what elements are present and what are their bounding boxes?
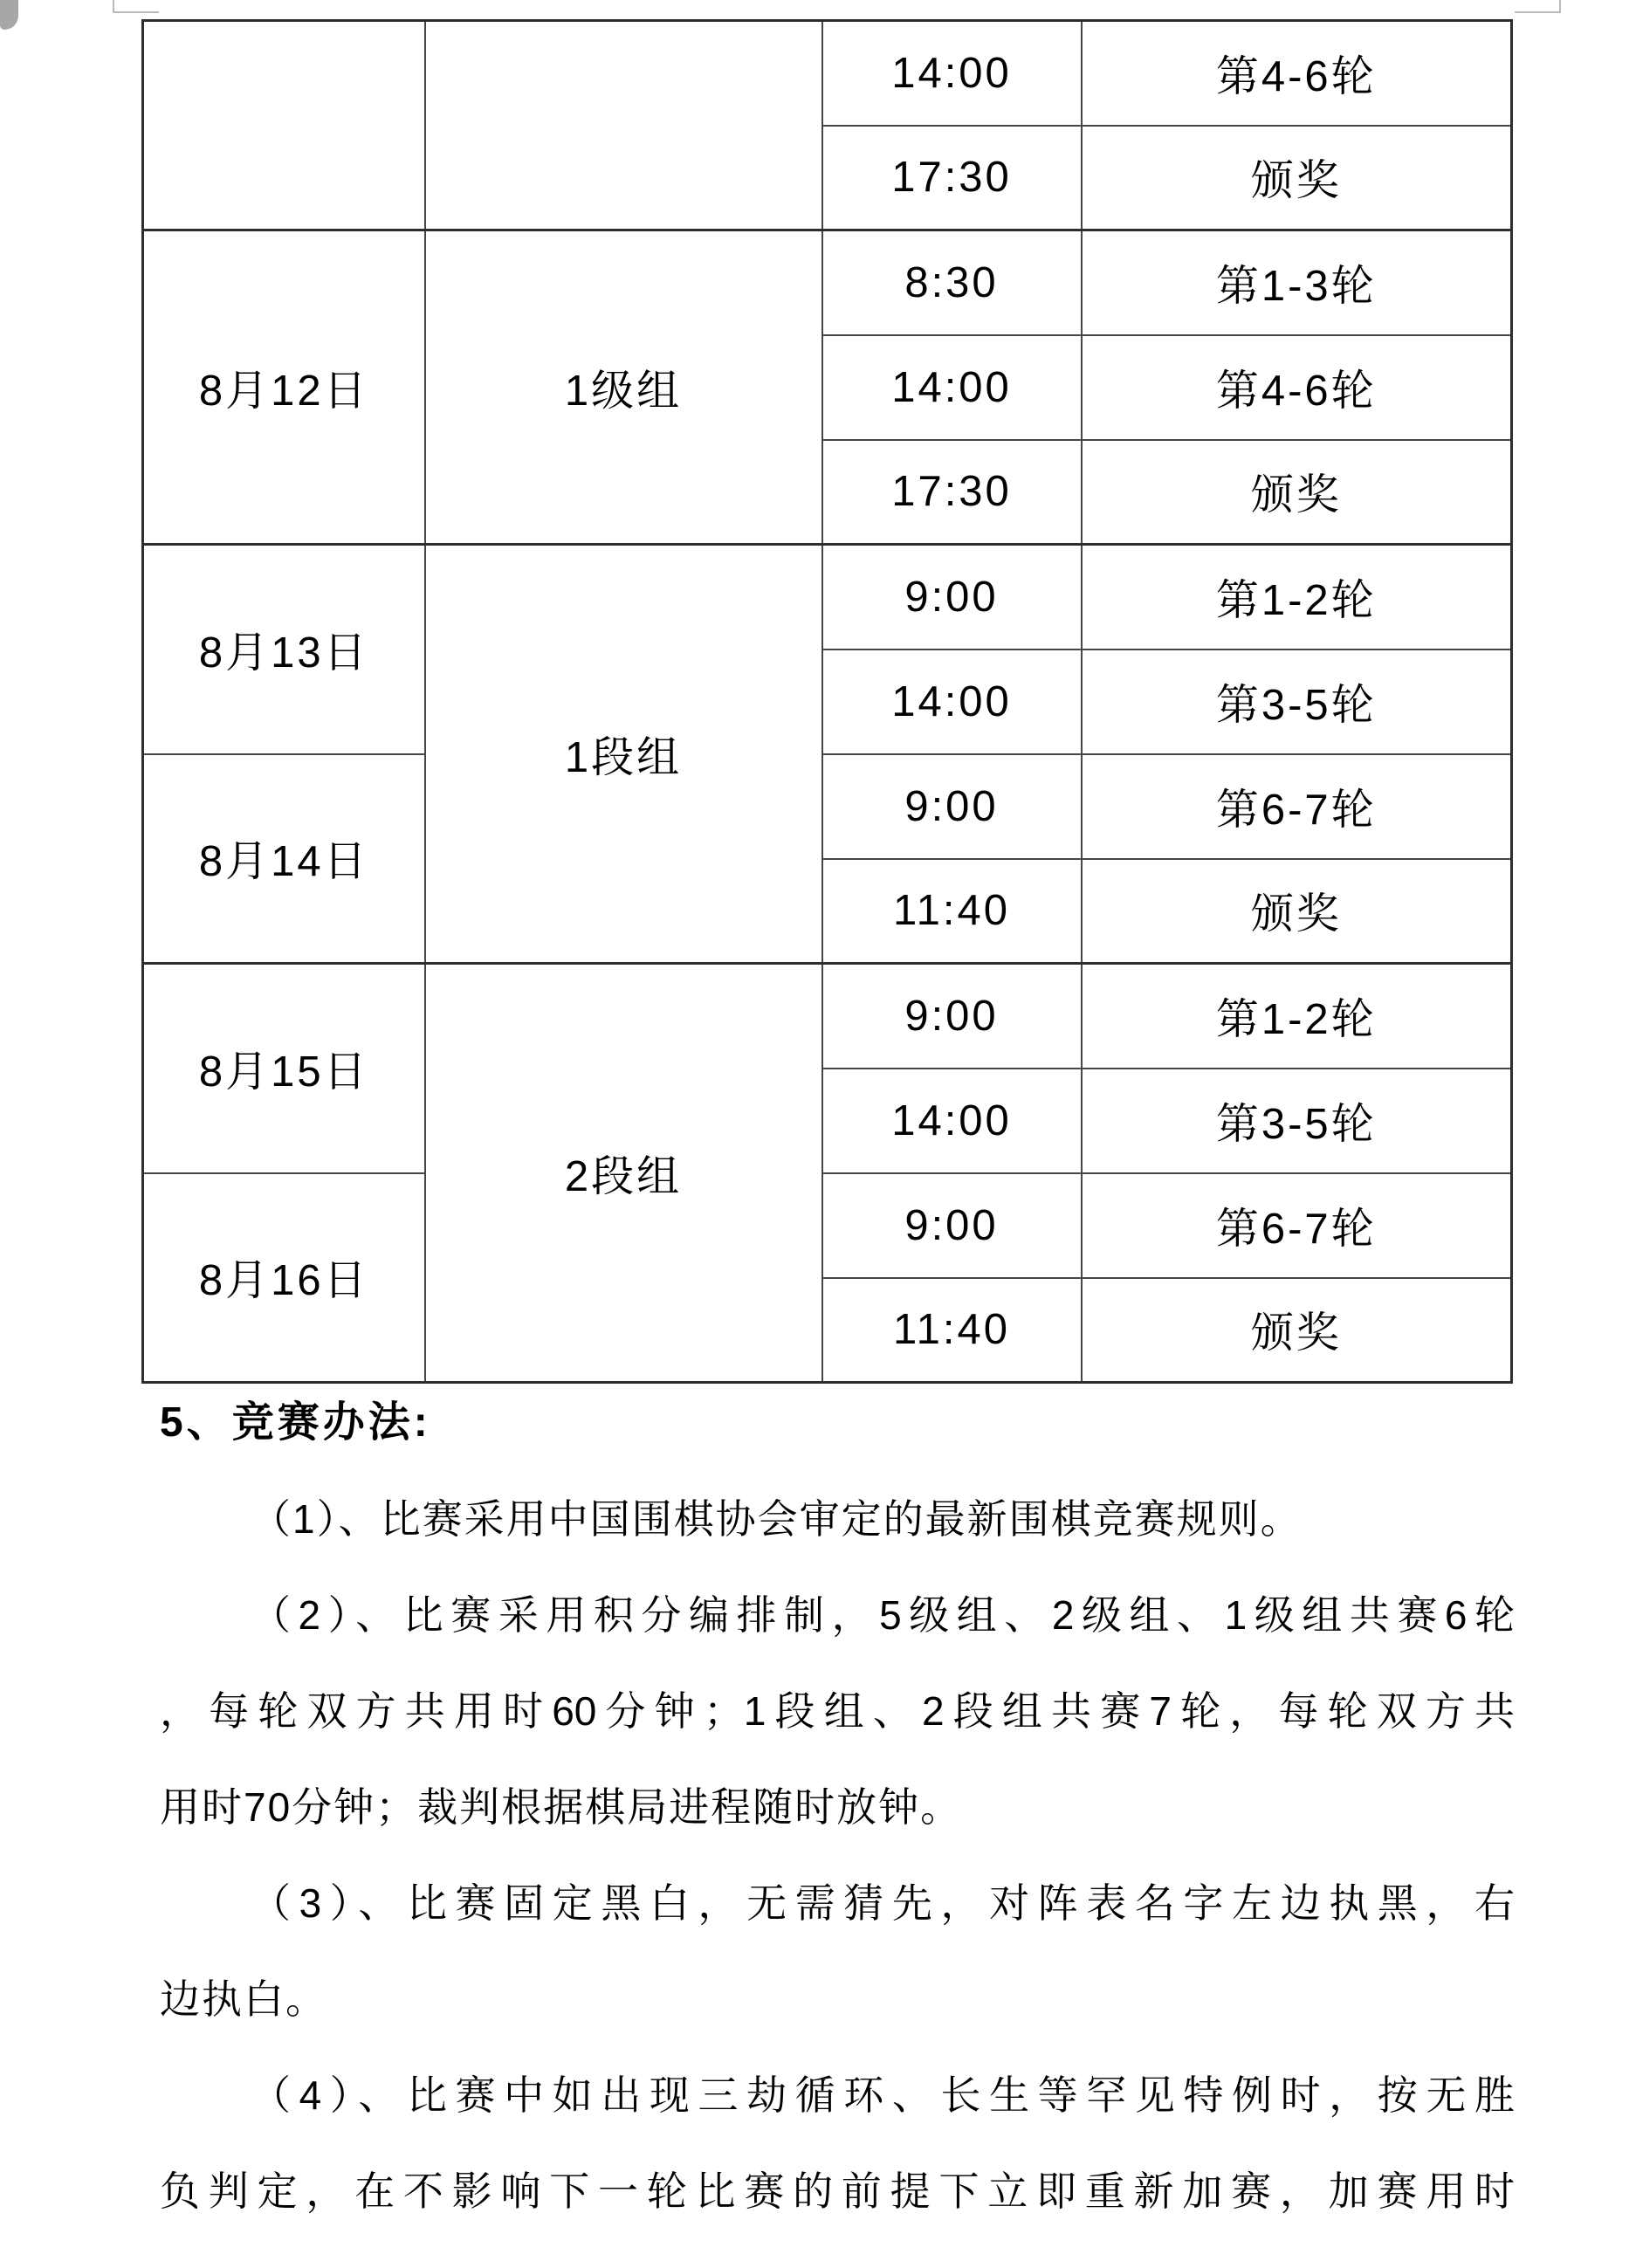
time-cell: 9:00 (822, 1173, 1082, 1278)
table-row (143, 21, 1512, 126)
activity-cell: 第6-7轮 (1082, 1173, 1512, 1278)
time-cell: 14:00 (822, 1069, 1082, 1173)
time-cell: 17:30 (822, 126, 1082, 230)
activity-cell: 第1-3轮 (1082, 230, 1512, 335)
activity-cell: 第6-7轮 (1082, 754, 1512, 859)
paragraph-line: 负判定，在不影响下一轮比赛的前提下立即重新加赛，加赛用时 (160, 2168, 1515, 2214)
paragraph-line: 用时70分钟；裁判根据棋局进程随时放钟。 (160, 1784, 963, 1830)
activity-cell: 第1-2轮 (1082, 545, 1512, 649)
activity-cell: 颁奖 (1082, 859, 1512, 964)
time-cell: 11:40 (822, 1278, 1082, 1383)
group-cell: 1级组 (425, 230, 822, 545)
time-cell: 8:30 (822, 230, 1082, 335)
activity-cell: 颁奖 (1082, 440, 1512, 545)
time-cell: 11:40 (822, 859, 1082, 964)
group-cell (425, 21, 822, 230)
rules-section (160, 1375, 1515, 2239)
paragraph-line: ，每轮双方共用时60分钟；1段组、2段组共赛7轮，每轮双方共 (160, 1688, 1515, 1734)
activity-cell: 第3-5轮 (1082, 1069, 1512, 1173)
date-cell: 8月15日 (143, 964, 425, 1173)
table-row (143, 964, 1512, 1069)
edge-floating-handle[interactable] (0, 0, 18, 30)
activity-cell: 第1-2轮 (1082, 964, 1512, 1069)
activity-cell: 颁奖 (1082, 1278, 1512, 1383)
date-cell: 8月14日 (143, 754, 425, 964)
date-cell: 8月13日 (143, 545, 425, 754)
paragraph-line: （1）、比赛采用中国围棋协会审定的最新围棋竞赛规则。 (251, 1496, 1303, 1542)
activity-cell: 第4-6轮 (1082, 335, 1512, 440)
paragraph-line: （3）、比赛固定黑白，无需猜先，对阵表名字左边执黑，右 (251, 1880, 1515, 1926)
activity-cell: 第4-6轮 (1082, 21, 1512, 126)
time-cell: 14:00 (822, 21, 1082, 126)
text-boundary-crop-mark-left (113, 0, 159, 13)
paragraph-line: 边执白。 (160, 1976, 327, 2022)
date-cell: 8月16日 (143, 1173, 425, 1383)
time-cell: 9:00 (822, 964, 1082, 1069)
paragraph-line: （2）、比赛采用积分编排制，5级组、2级组、1级组共赛6轮 (251, 1592, 1515, 1638)
activity-cell: 第3-5轮 (1082, 649, 1512, 754)
paragraph-line: （4）、比赛中如出现三劫循环、长生等罕见特例时，按无胜 (251, 2072, 1515, 2118)
section-heading: 5、竞赛办法: (160, 1399, 431, 1446)
text-boundary-crop-mark-right (1515, 0, 1561, 13)
activity-cell: 颁奖 (1082, 126, 1512, 230)
group-cell: 2段组 (425, 964, 822, 1383)
time-cell: 9:00 (822, 754, 1082, 859)
table-row (143, 1173, 1512, 1278)
date-cell (143, 21, 425, 230)
table-row (143, 545, 1512, 649)
time-cell: 14:00 (822, 335, 1082, 440)
time-cell: 14:00 (822, 649, 1082, 754)
table-row (143, 230, 1512, 335)
table-row (143, 754, 1512, 859)
schedule-table (141, 19, 1513, 1384)
time-cell: 9:00 (822, 545, 1082, 649)
date-cell: 8月12日 (143, 230, 425, 545)
group-cell: 1段组 (425, 545, 822, 964)
time-cell: 17:30 (822, 440, 1082, 545)
